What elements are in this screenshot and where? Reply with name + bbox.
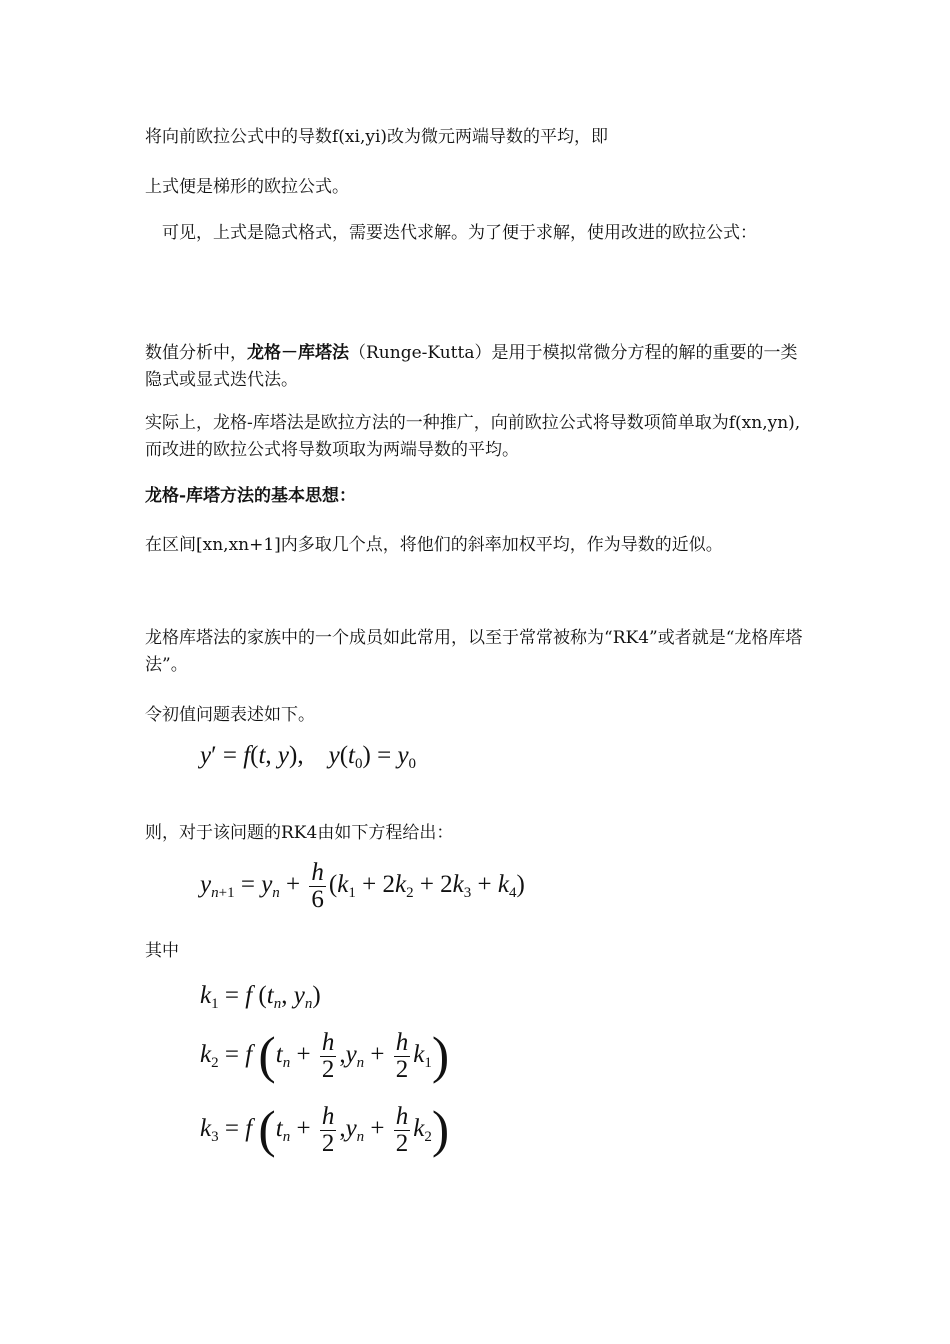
equation-k1: $k_1 = f$ ($t_n$, $y_n$) [200,982,321,1012]
paragraph-basic-idea: 在区间[xn,xn+1]内多取几个点，将他们的斜率加权平均，作为导数的近似。 [145,535,723,555]
paragraph-implicit-scheme: 可见，上式是隐式格式，需要迭代求解。为了便于求解，使用改进的欧拉公式： [145,223,757,243]
section-heading: 龙格-库塔方法的基本思想： [145,486,357,506]
equation-rk4-step: $y_{n+1} = y_n$ + $\frac{h}{6}$ $(k_1 + 2k_2 + 2k_3 + k_4)$ [200,859,525,913]
equation-initial-value-problem: y′ = f(t, y), $y(t_0) = y_0$ [200,742,417,772]
runge-kutta-term: 龙格－库塔法 [247,343,349,363]
paragraph-rk4-given: 则，对于该问题的RK4由如下方程给出： [145,823,454,843]
fraction-h-over-6: $\frac{h}{6}$ [311,859,324,913]
paragraph-generalization: 实际上，龙格-库塔法是欧拉方法的一种推广，向前欧拉公式将导数项简单取为f(xn,yn),而改进的欧拉公式将导数项取为两端导数的平均。 [145,413,801,460]
paragraph-runge-kutta-intro [145,340,810,394]
paragraph-where: 其中 [145,941,179,961]
paragraph-initial-value: 令初值问题表述如下。 [145,705,315,725]
intro-text: 数值分析中， [145,343,247,363]
paragraph-euler-average: 将向前欧拉公式中的导数f(xi,yi)改为微元两端导数的平均，即 [145,127,609,147]
equation-k3: $k_3 = f$ ($t_n$ + $\frac{h}{2}$ $,y_n$ + $\frac{h}{2}$ $k_2$) [200,1101,450,1159]
paragraph-rk4-family: 龙格库塔法的家族中的一个成员如此常用，以至于常常被称为“RK4”或者就是“龙格库塔法”。 [145,628,803,675]
paragraph-trapezoid-euler: 上式便是梯形的欧拉公式。 [145,177,349,197]
intro-text-rest: （Runge-Kutta）是用于模拟常微分方程的解的重要的一类隐式或显式迭代法。 [145,343,798,390]
equation-k2: $k_2 = f$ ($t_n$ + $\frac{h}{2}$ $,y_n$ + $\frac{h}{2}$ $k_1$) [200,1027,450,1085]
